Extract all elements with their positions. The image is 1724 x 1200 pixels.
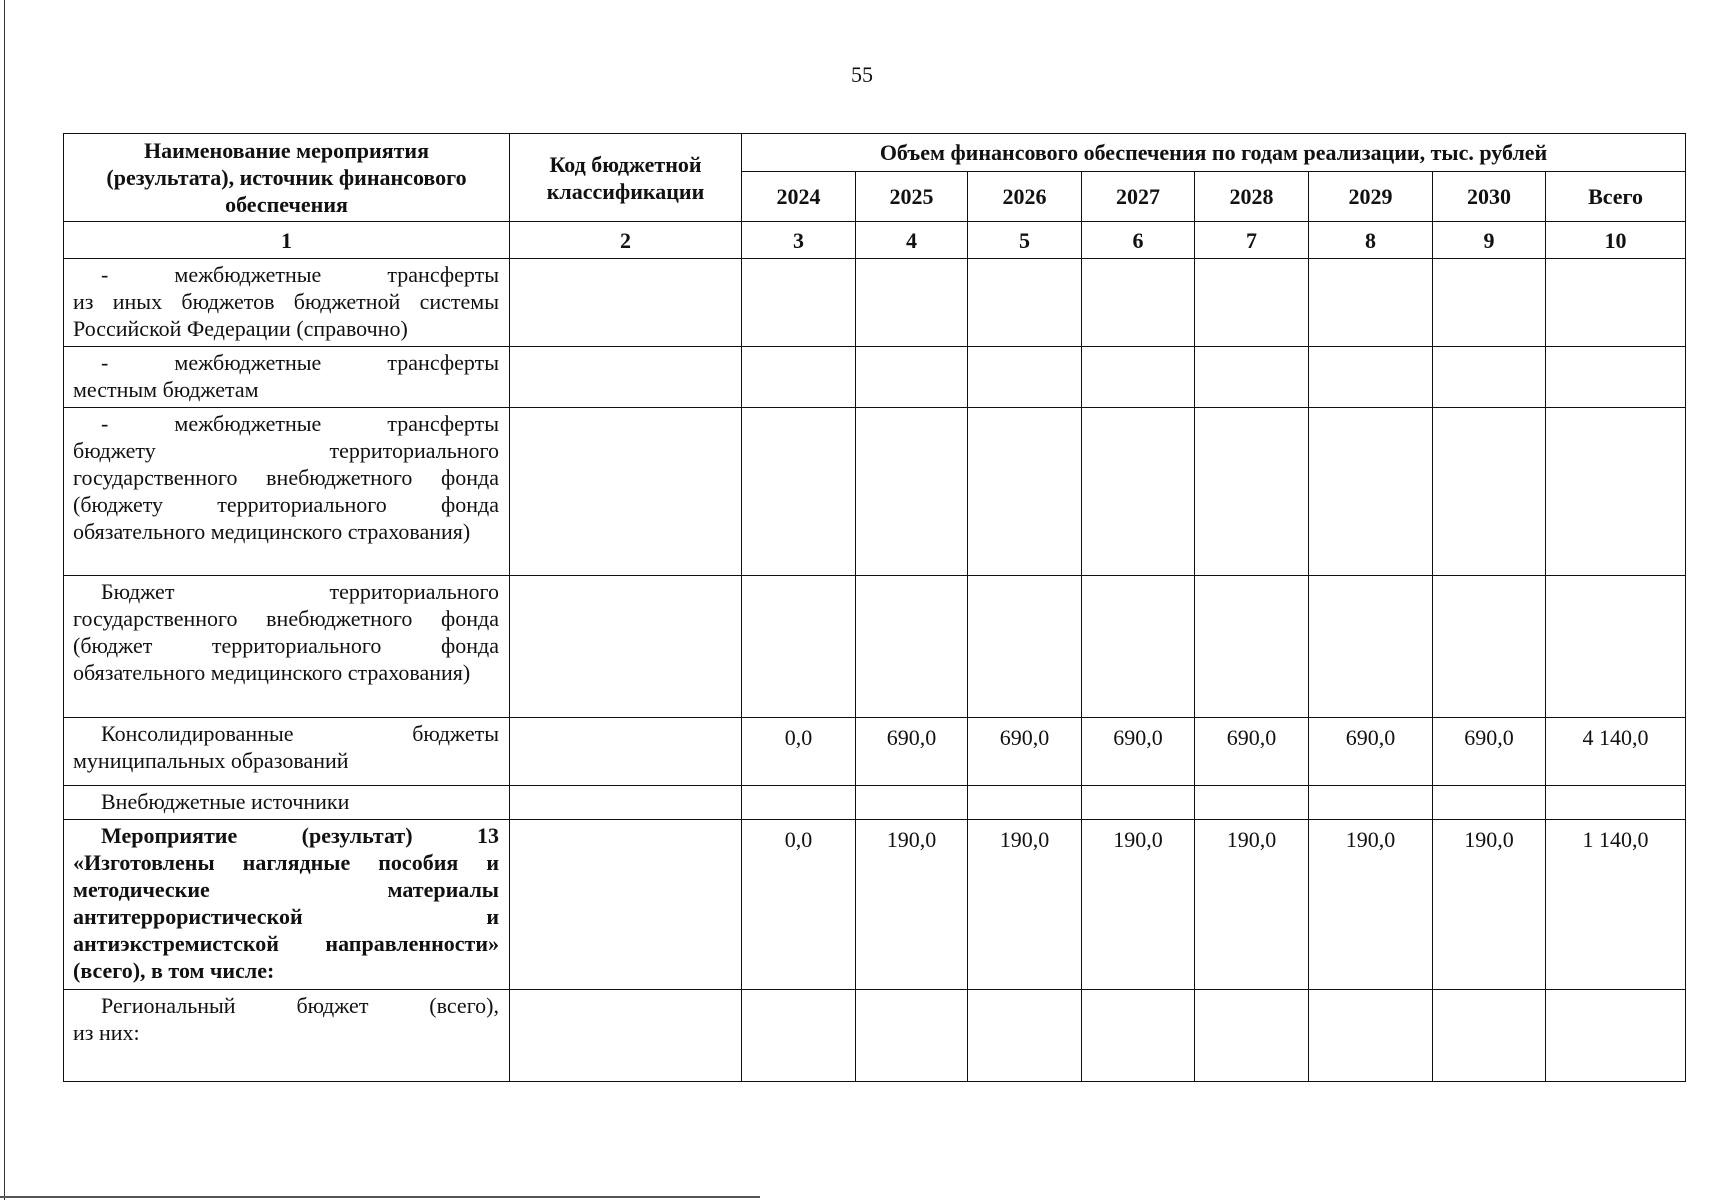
row-name-first-line: - межбюджетные трансферты bbox=[101, 350, 499, 375]
table-header bbox=[64, 134, 1686, 259]
table-row bbox=[64, 408, 1686, 576]
row-budget-code bbox=[510, 990, 742, 1082]
row-value bbox=[1082, 347, 1195, 408]
row-value bbox=[1546, 576, 1686, 718]
row-value bbox=[1546, 259, 1686, 347]
row-value bbox=[742, 408, 856, 576]
row-budget-code bbox=[510, 718, 742, 786]
row-value bbox=[856, 990, 968, 1082]
row-name-rest: из них: bbox=[73, 1020, 140, 1045]
row-value: 4 140,0 bbox=[1546, 718, 1686, 786]
row-value: 690,0 bbox=[968, 718, 1082, 786]
row-value bbox=[856, 347, 968, 408]
row-value bbox=[1082, 576, 1195, 718]
row-value bbox=[1433, 347, 1546, 408]
header-volume: Объем финансового обеспечения по годам реализации, тыс. рублей bbox=[742, 134, 1686, 172]
row-value bbox=[1433, 786, 1546, 820]
row-value bbox=[1195, 786, 1309, 820]
row-value bbox=[1195, 408, 1309, 576]
row-value bbox=[1546, 786, 1686, 820]
table-row bbox=[64, 990, 1686, 1082]
row-value: 190,0 bbox=[1309, 820, 1433, 990]
row-value: 190,0 bbox=[1195, 820, 1309, 990]
row-name bbox=[64, 408, 510, 576]
row-name-first-line: Бюджет территориального bbox=[101, 579, 499, 604]
row-value: 190,0 bbox=[968, 820, 1082, 990]
row-name-rest: государственного внебюджетного фонда (бюджет территориального фонда обязательного медицинского страхования) bbox=[73, 606, 499, 685]
row-value: 690,0 bbox=[1082, 718, 1195, 786]
table-row bbox=[64, 259, 1686, 347]
header-year: 2029 bbox=[1309, 172, 1433, 222]
row-name bbox=[64, 786, 510, 820]
row-name-rest: местным бюджетам bbox=[73, 377, 259, 402]
row-name bbox=[64, 990, 510, 1082]
row-name-rest: из иных бюджетов бюджетной системы Российской Федерации (справочно) bbox=[73, 289, 499, 341]
row-name-first-line: - межбюджетные трансферты bbox=[101, 411, 499, 436]
header-name: Наименование мероприятия (результата), источник финансового обеспечения bbox=[64, 134, 510, 222]
row-value: 190,0 bbox=[1082, 820, 1195, 990]
row-value bbox=[742, 786, 856, 820]
header-year: 2024 bbox=[742, 172, 856, 222]
table-row bbox=[64, 718, 1686, 786]
row-name-rest: муниципальных образований bbox=[73, 748, 349, 773]
header-year: Всего bbox=[1546, 172, 1686, 222]
row-name-first-line: Внебюджетные источники bbox=[101, 789, 350, 814]
row-budget-code bbox=[510, 786, 742, 820]
row-value bbox=[1309, 576, 1433, 718]
column-number: 5 bbox=[968, 222, 1082, 259]
row-budget-code bbox=[510, 576, 742, 718]
row-value bbox=[1082, 408, 1195, 576]
row-value bbox=[856, 786, 968, 820]
row-value bbox=[1195, 347, 1309, 408]
table-body bbox=[64, 259, 1686, 1082]
row-budget-code bbox=[510, 408, 742, 576]
row-budget-code bbox=[510, 820, 742, 990]
table-row bbox=[64, 347, 1686, 408]
financing-table bbox=[63, 133, 1686, 1082]
row-value bbox=[1433, 576, 1546, 718]
row-name bbox=[64, 259, 510, 347]
column-number: 4 bbox=[856, 222, 968, 259]
column-number: 8 bbox=[1309, 222, 1433, 259]
row-value bbox=[968, 576, 1082, 718]
header-year: 2026 bbox=[968, 172, 1082, 222]
row-value bbox=[742, 576, 856, 718]
table-row bbox=[64, 820, 1686, 990]
row-value: 190,0 bbox=[856, 820, 968, 990]
row-value: 1 140,0 bbox=[1546, 820, 1686, 990]
row-name-first-line: Региональный бюджет (всего), bbox=[101, 993, 499, 1018]
row-value bbox=[742, 990, 856, 1082]
row-name-first-line: Консолидированные бюджеты bbox=[101, 721, 499, 746]
row-value bbox=[1195, 259, 1309, 347]
row-value: 690,0 bbox=[856, 718, 968, 786]
row-name-rest: бюджету территориального государственного внебюджетного фонда (бюджету территориального фонда обязательного медицинского страхования) bbox=[73, 438, 499, 544]
row-value: 190,0 bbox=[1433, 820, 1546, 990]
row-value: 690,0 bbox=[1433, 718, 1546, 786]
header-year: 2030 bbox=[1433, 172, 1546, 222]
row-value bbox=[1309, 259, 1433, 347]
row-value bbox=[1082, 259, 1195, 347]
row-value bbox=[1195, 576, 1309, 718]
row-value bbox=[968, 259, 1082, 347]
row-value bbox=[1546, 990, 1686, 1082]
scan-edge-left bbox=[4, 0, 5, 1200]
table-row bbox=[64, 786, 1686, 820]
row-budget-code bbox=[510, 259, 742, 347]
column-number: 6 bbox=[1082, 222, 1195, 259]
header-year: 2025 bbox=[856, 172, 968, 222]
column-number: 1 bbox=[64, 222, 510, 259]
row-value bbox=[1546, 347, 1686, 408]
scan-edge-bottom bbox=[0, 1196, 760, 1198]
row-name bbox=[64, 347, 510, 408]
column-number: 3 bbox=[742, 222, 856, 259]
row-value bbox=[856, 408, 968, 576]
header-year: 2027 bbox=[1082, 172, 1195, 222]
row-name-first-line: - межбюджетные трансферты bbox=[101, 262, 499, 287]
row-name bbox=[64, 718, 510, 786]
row-value: 0,0 bbox=[742, 718, 856, 786]
row-value bbox=[968, 347, 1082, 408]
row-budget-code bbox=[510, 347, 742, 408]
table-row bbox=[64, 576, 1686, 718]
row-value bbox=[968, 786, 1082, 820]
header-code: Код бюджетной классификации bbox=[510, 134, 742, 222]
row-name-first-line: Мероприятие (результат) 13 bbox=[101, 823, 499, 848]
row-value bbox=[742, 259, 856, 347]
row-value: 690,0 bbox=[1195, 718, 1309, 786]
row-value bbox=[1309, 990, 1433, 1082]
row-value bbox=[1433, 259, 1546, 347]
row-value bbox=[1309, 347, 1433, 408]
row-value bbox=[1082, 990, 1195, 1082]
column-number: 7 bbox=[1195, 222, 1309, 259]
column-number: 10 bbox=[1546, 222, 1686, 259]
row-value bbox=[968, 990, 1082, 1082]
row-name bbox=[64, 820, 510, 990]
row-name-rest: «Изготовлены наглядные пособия и методические материалы антитеррористической и антиэкстремистской направленности» (всего), в том числе: bbox=[73, 850, 499, 983]
column-number: 2 bbox=[510, 222, 742, 259]
row-name bbox=[64, 576, 510, 718]
row-value bbox=[856, 576, 968, 718]
row-value bbox=[1195, 990, 1309, 1082]
row-value bbox=[1433, 408, 1546, 576]
row-value bbox=[1082, 786, 1195, 820]
row-value bbox=[742, 347, 856, 408]
row-value: 690,0 bbox=[1309, 718, 1433, 786]
page-number: 55 bbox=[851, 62, 873, 87]
row-value bbox=[1309, 408, 1433, 576]
row-value bbox=[856, 259, 968, 347]
row-value: 0,0 bbox=[742, 820, 856, 990]
row-value bbox=[1546, 408, 1686, 576]
column-number: 9 bbox=[1433, 222, 1546, 259]
header-year: 2028 bbox=[1195, 172, 1309, 222]
row-value bbox=[968, 408, 1082, 576]
row-value bbox=[1433, 990, 1546, 1082]
row-value bbox=[1309, 786, 1433, 820]
